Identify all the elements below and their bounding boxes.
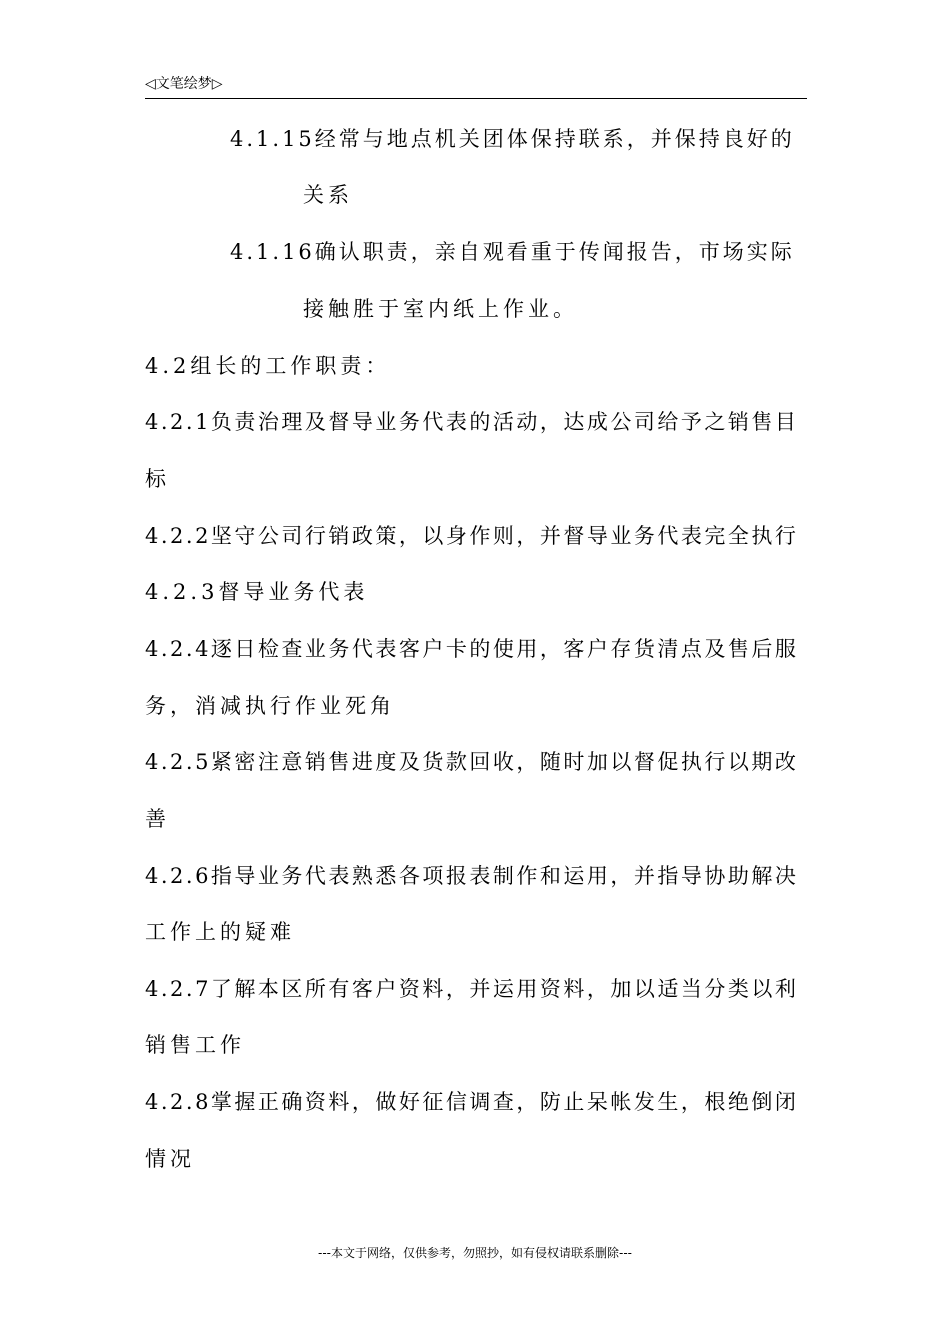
text-line-4-1-16-cont: 接触胜于室内纸上作业。 xyxy=(303,297,578,321)
text-line-4-2-1: 4.2.1负责治理及督导业务代表的活动，达成公司给予之销售目 xyxy=(145,410,799,434)
text-line-4-2-4: 4.2.4逐日检查业务代表客户卡的使用，客户存货清点及售后服 xyxy=(145,637,799,661)
text-line-4-1-15-cont: 关系 xyxy=(303,183,353,207)
header-title: ◁文笔绘梦▷ xyxy=(145,76,223,92)
text-line-4-2-4-cont: 务，消减执行作业死角 xyxy=(145,694,395,718)
section-heading-4-2: 4.2组长的工作职责： xyxy=(145,354,391,378)
text-line-4-2-2: 4.2.2坚守公司行销政策，以身作则，并督导业务代表完全执行 xyxy=(145,524,799,548)
page-header xyxy=(145,74,807,99)
page-footer: ---本文于网络，仅供参考，勿照抄，如有侵权请联系删除--- xyxy=(318,1246,632,1260)
text-line-4-2-6-cont: 工作上的疑难 xyxy=(145,920,295,944)
text-line-4-2-3: 4.2.3督导业务代表 xyxy=(145,580,369,604)
text-line-4-2-6: 4.2.6指导业务代表熟悉各项报表制作和运用，并指导协助解决 xyxy=(145,864,799,888)
text-line-4-2-7-cont: 销售工作 xyxy=(145,1033,245,1057)
text-line-4-2-7: 4.2.7了解本区所有客户资料，并运用资料，加以适当分类以利 xyxy=(145,977,799,1001)
text-line-4-2-5-cont: 善 xyxy=(145,807,170,831)
text-line-4-2-8: 4.2.8掌握正确资料，做好征信调查，防止呆帐发生，根绝倒闭 xyxy=(145,1090,799,1114)
text-line-4-2-5: 4.2.5紧密注意销售进度及货款回收，随时加以督促执行以期改 xyxy=(145,750,799,774)
text-line-4-2-1-cont: 标 xyxy=(145,467,170,491)
text-line-4-1-16: 4.1.16确认职责，亲自观看重于传闻报告，市场实际 xyxy=(230,240,795,264)
text-line-4-2-8-cont: 情况 xyxy=(145,1147,195,1171)
text-line-4-1-15: 4.1.15经常与地点机关团体保持联系，并保持良好的 xyxy=(230,127,795,151)
